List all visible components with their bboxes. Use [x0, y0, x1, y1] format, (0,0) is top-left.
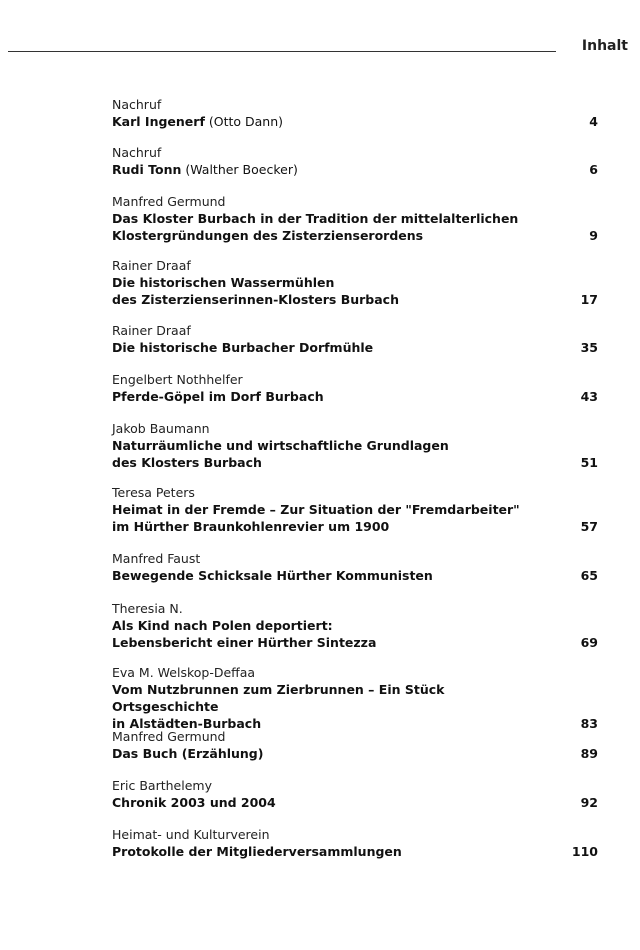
page-title: Inhalt: [581, 38, 628, 54]
toc-title-line: Als Kind nach Polen deportiert:: [112, 618, 333, 633]
toc-author: Rainer Draaf: [112, 258, 191, 273]
toc-page-number: 65: [580, 568, 598, 583]
toc-title-line: Vom Nutzbrunnen zum Zierbrunnen – Ein Stück Ortsgeschichte: [112, 682, 445, 714]
toc-page-number: 57: [580, 519, 598, 534]
toc-entry: [112, 420, 598, 471]
toc-page-number: 69: [580, 635, 598, 650]
toc-page-number: 92: [580, 795, 598, 810]
toc-title-line: Das Kloster Burbach in der Tradition der mittelalterlichen: [112, 211, 519, 226]
toc-author: Jakob Baumann: [112, 421, 210, 436]
toc-page-number: 89: [580, 746, 598, 761]
toc-title-line: im Hürther Braunkohlenrevier um 1900: [112, 519, 390, 534]
toc-title: [112, 843, 538, 860]
toc-title-line: Rudi Tonn: [112, 162, 182, 177]
toc-title-note: (Otto Dann): [204, 114, 284, 129]
toc-author: Heimat- und Kulturverein: [112, 827, 270, 842]
toc-title-block: [112, 210, 598, 244]
toc-page-number: 35: [580, 340, 598, 355]
toc-page-number: 51: [580, 455, 598, 470]
toc-page-number: 43: [580, 389, 598, 404]
toc-entry: [112, 322, 598, 356]
toc-author: Eva M. Welskop-Deffaa: [112, 665, 256, 680]
toc-entry: [112, 257, 598, 308]
toc-title: [112, 681, 538, 732]
toc-author: Nachruf: [112, 97, 162, 112]
toc-author: Nachruf: [112, 145, 162, 160]
toc-title-note: (Walther Boecker): [181, 162, 298, 177]
toc-entry: [112, 728, 598, 762]
toc-page-number: 9: [589, 228, 598, 243]
toc-author: Manfred Germund: [112, 194, 226, 209]
toc-title-line: Heimat in der Fremde – Zur Situation der "Fremdarbeiter": [112, 502, 520, 517]
toc-title-line: des Zisterzienserinnen-Klosters Burbach: [112, 292, 399, 307]
toc-title-block: [112, 843, 598, 860]
toc-title-line: Die historischen Wassermühlen: [112, 275, 335, 290]
toc-author: Manfred Germund: [112, 729, 226, 744]
toc-author: Theresia N.: [112, 601, 183, 616]
toc-title: [112, 274, 538, 308]
toc-title: [112, 567, 538, 584]
toc-title: [112, 501, 538, 535]
toc-title: [112, 161, 538, 178]
toc-page-number: 4: [589, 114, 598, 129]
toc-entry: [112, 193, 598, 244]
toc-title-block: [112, 794, 598, 811]
toc-title: [112, 113, 538, 130]
toc-entry: [112, 96, 598, 130]
toc-title-line: des Klosters Burbach: [112, 455, 262, 470]
toc-title: [112, 339, 538, 356]
toc-author: Eric Barthelemy: [112, 778, 212, 793]
toc-title-line: Die historische Burbacher Dorfmühle: [112, 340, 374, 355]
toc-page-number: 110: [571, 844, 598, 859]
toc-title: [112, 745, 538, 762]
toc-title-line: Lebensbericht einer Hürther Sintezza: [112, 635, 377, 650]
toc-page-number: 6: [589, 162, 598, 177]
toc-title-line: Chronik 2003 und 2004: [112, 795, 276, 810]
toc-entry: [112, 484, 598, 535]
toc-page-number: 17: [580, 292, 598, 307]
toc-title-line: Das Buch (Erzählung): [112, 746, 264, 761]
toc-title-block: [112, 113, 598, 130]
toc-title-line: Karl Ingenerf: [112, 114, 205, 129]
toc-author: Engelbert Nothhelfer: [112, 372, 243, 387]
toc-title-line: Pferde-Göpel im Dorf Burbach: [112, 389, 324, 404]
toc-entry: [112, 550, 598, 584]
toc-title: [112, 388, 538, 405]
toc-title-line: in Alstädten-Burbach: [112, 716, 262, 731]
toc-entry: [112, 826, 598, 860]
toc-entry: [112, 371, 598, 405]
toc-entry: [112, 600, 598, 651]
toc-title-block: [112, 274, 598, 308]
toc-title-block: [112, 339, 598, 356]
toc-title-block: [112, 617, 598, 651]
toc-title-line: Protokolle der Mitgliederversammlungen: [112, 844, 402, 859]
toc-author: Rainer Draaf: [112, 323, 191, 338]
toc-entry: [112, 664, 598, 732]
toc-entry: [112, 144, 598, 178]
toc-title-block: [112, 501, 598, 535]
toc-title: [112, 210, 538, 244]
toc-author: Teresa Peters: [112, 485, 195, 500]
toc-page-number: 83: [580, 716, 598, 731]
toc-title: [112, 617, 538, 651]
toc-title-block: [112, 161, 598, 178]
toc-title-block: [112, 388, 598, 405]
toc-title: [112, 437, 538, 471]
toc-author: Manfred Faust: [112, 551, 201, 566]
toc-title-block: [112, 681, 598, 732]
toc-title-line: Naturräumliche und wirtschaftliche Grundlagen: [112, 438, 449, 453]
toc-title-block: [112, 437, 598, 471]
toc-title: [112, 794, 538, 811]
toc-entry: [112, 777, 598, 811]
toc-title-block: [112, 745, 598, 762]
header-rule: [8, 51, 556, 52]
toc-title-line: Bewegende Schicksale Hürther Kommunisten: [112, 568, 433, 583]
toc-title-block: [112, 567, 598, 584]
toc-title-line: Klostergründungen des Zisterzienserordens: [112, 228, 424, 243]
